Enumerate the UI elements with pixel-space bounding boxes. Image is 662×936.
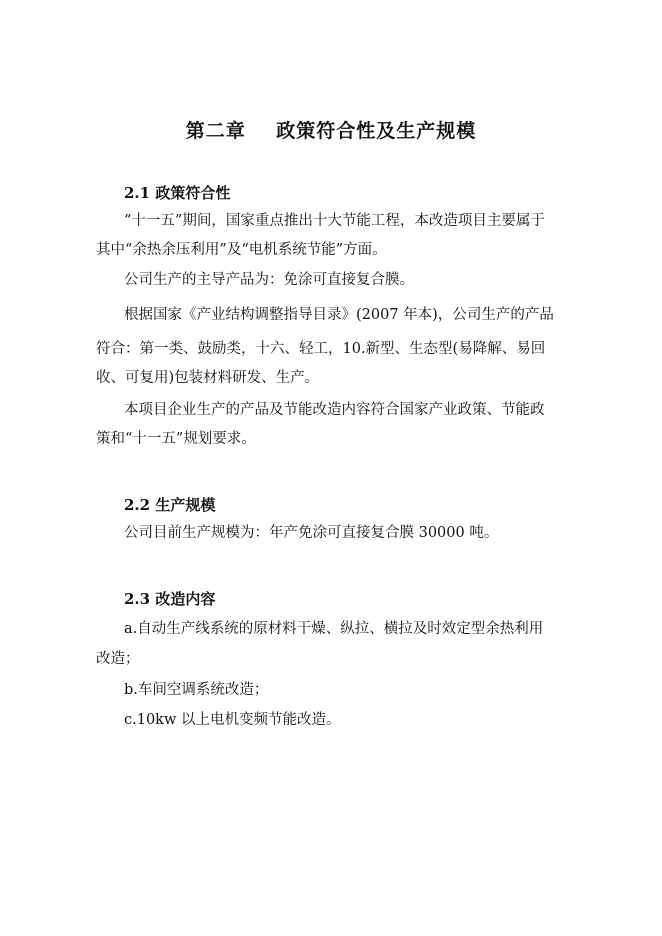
section-heading-2-3: 2.3 改造内容 (124, 590, 216, 608)
paragraph-line: 策和“十一五”规划要求。 (96, 431, 256, 447)
list-item-a: a.自动生产线系统的原材料干燥、纵拉、横拉及时效定型余热利用 (124, 621, 544, 637)
paragraph-line: 公司目前生产规模为：年产免涂可直接复合膜 30000 吨。 (124, 525, 499, 541)
paragraph-line: 收、可复用)包装材料研发、生产。 (96, 370, 320, 386)
paragraph-line: 其中“余热余压利用”及“电机系统节能”方面。 (96, 242, 387, 258)
paragraph-line: 符合：第一类、鼓励类，十六、轻工，10.新型、生态型(易降解、易回 (96, 341, 546, 357)
list-item-b: b.车间空调系统改造； (124, 682, 269, 698)
paragraph-line: 本项目企业生产的产品及节能改造内容符合国家产业政策、节能政 (124, 402, 545, 418)
chapter-title: 第二章 政策符合性及生产规模 (185, 120, 477, 142)
section-heading-2-1: 2.1 政策符合性 (124, 184, 231, 202)
list-item-a-continuation: 改造； (96, 651, 140, 667)
paragraph-line: “十一五”期间，国家重点推出十大节能工程，本改造项目主要属于 (124, 213, 545, 229)
paragraph-line: 公司生产的主导产品为：免涂可直接复合膜。 (124, 272, 414, 288)
section-heading-2-2: 2.2 生产规模 (124, 496, 216, 514)
list-item-c: c.10kw 以上电机变频节能改造。 (124, 712, 341, 728)
paragraph-line: 根据国家《产业结构调整指导目录》(2007 年本)，公司生产的产品 (124, 307, 554, 323)
